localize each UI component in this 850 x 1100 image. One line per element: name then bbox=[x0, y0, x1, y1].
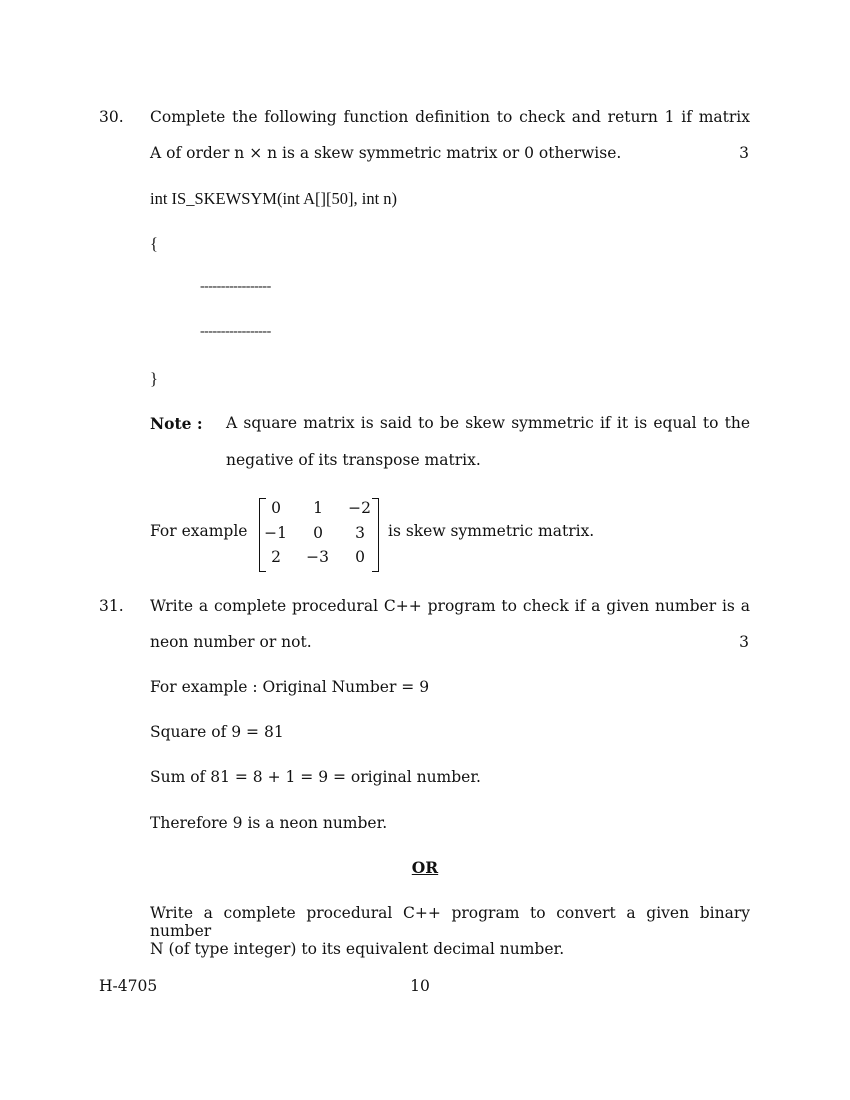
page-number: 10 bbox=[410, 977, 430, 995]
example-line: Therefore 9 is a neon number. bbox=[150, 814, 388, 832]
question-30-line-1: Complete the following function definition to check and return 1 if matrix bbox=[150, 108, 750, 126]
note-label: Note : bbox=[150, 414, 203, 433]
matrix-right-bracket bbox=[372, 498, 379, 572]
matrix-cell: −1 bbox=[264, 524, 287, 542]
example-line: Square of 9 = 81 bbox=[150, 723, 284, 741]
matrix-cell: 3 bbox=[355, 524, 365, 542]
example-suffix: is skew symmetric matrix. bbox=[388, 522, 595, 540]
question-30-line-2: A of order n × n is a skew symmetric matrix or 0 otherwise. bbox=[150, 144, 622, 162]
question-30-marks: 3 bbox=[739, 144, 749, 162]
code-blank-1: ----------------- bbox=[200, 279, 271, 294]
example-prefix: For example bbox=[150, 522, 248, 540]
question-31-line-1: Write a complete procedural C++ program to check if a given number is a bbox=[150, 597, 750, 615]
alternative-question-line-1: Write a complete procedural C++ program to convert a given binary number bbox=[150, 904, 750, 940]
question-31-marks: 3 bbox=[739, 633, 749, 651]
matrix-cell: 0 bbox=[313, 524, 323, 542]
question-31-line-2: neon number or not. bbox=[150, 633, 312, 651]
matrix-cell: 2 bbox=[271, 548, 281, 566]
matrix-cell: −2 bbox=[348, 499, 371, 517]
code-blank-2: ----------------- bbox=[200, 324, 271, 339]
matrix-cell: −3 bbox=[306, 548, 329, 566]
paper-code: H-4705 bbox=[99, 977, 158, 995]
example-matrix bbox=[259, 498, 379, 570]
alternative-question-line-2: N (of type integer) to its equivalent decimal number. bbox=[150, 940, 565, 958]
example-line: Sum of 81 = 8 + 1 = 9 = original number. bbox=[150, 768, 481, 786]
question-31-number: 31. bbox=[99, 597, 124, 615]
example-line: For example : Original Number = 9 bbox=[150, 678, 430, 696]
note-line-2: negative of its transpose matrix. bbox=[226, 451, 481, 469]
question-30-number: 30. bbox=[99, 108, 124, 126]
open-brace: { bbox=[150, 234, 158, 253]
close-brace: } bbox=[150, 369, 158, 388]
note-line-1: A square matrix is said to be skew symmetric if it is equal to the bbox=[226, 414, 750, 432]
or-separator: OR bbox=[411, 858, 439, 877]
matrix-cell: 1 bbox=[313, 499, 323, 517]
function-signature: int IS_SKEWSYM(int A[][50], int n) bbox=[150, 189, 398, 208]
matrix-cell: 0 bbox=[355, 548, 365, 566]
matrix-cell: 0 bbox=[271, 499, 281, 517]
